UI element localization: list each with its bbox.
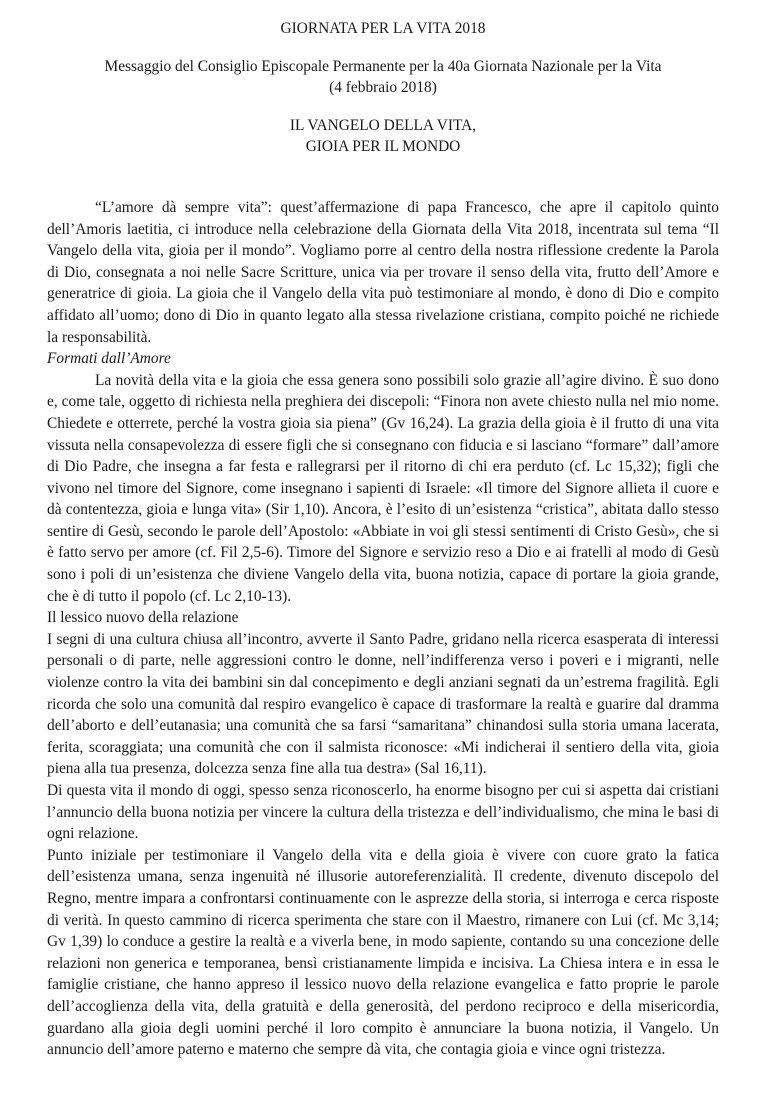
intro-paragraph: “L’amore dà sempre vita”: quest’affermazione di papa Francesco, che apre il capitolo quinto dell’Amoris laetitia, ci introduce nella celebrazione della Giornata della Vita 2018, incentrata sul tema “Il Vangelo della vita, gioia per il mondo”. Vogliamo porre al centro della nostra riflessione credente la Parola di Dio, consegnata a noi nelle Sacre Scritture, unica via per trovare il senso della vita, frutto dell’Amore e generatrice di gioia. La gioia che il Vangelo della vita può testimoniare al mondo, è dono di Dio e compito affidato all’uomo; dono di Dio in quanto legato alla stessa rivelazione cristiana, compito poiché ne richiede la responsabilità. bbox=[47, 198, 719, 346]
document-title: GIORNATA PER LA VITA 2018 bbox=[280, 20, 486, 37]
subtitle-line-2: (4 febbraio 2018) bbox=[329, 79, 437, 97]
section-1-title: Formati dall’Amore bbox=[47, 350, 171, 368]
section-2-title: Il lessico nuovo della relazione bbox=[47, 609, 239, 627]
message-heading bbox=[47, 115, 719, 158]
section-2-paragraph-1: I segni di una cultura chiusa all’incontro, avverte il Santo Padre, gridano nella ricerca esasperata di interessi personali o di parte, nelle aggressioni contro le donne, nell’indifferenza verso i poveri e i migranti, nelle violenze contro la vita dei bambini sin dal concepimento e degli anziani segnati da un’estrema fragilità. Egli ricorda che solo una comunità dal respiro evangelico è capace di trasformare la realtà e guarire dal dramma dell’aborto e dell’eutanasia; una comunità che sa farsi “samaritana” chinandosi sulla storia umana lacerata, ferita, scoraggiata; una comunità che con il salmista riconosce: «Mi indicherai il sentiero della vita, gioia piena alla tua presenza, dolcezza senza fine alla tua destra» (Sal 16,11). bbox=[47, 630, 719, 778]
heading-line-1: IL VANGELO DELLA VITA, bbox=[289, 116, 477, 134]
document-page bbox=[47, 18, 719, 1061]
heading-line-2: GIOIA PER IL MONDO bbox=[305, 138, 461, 156]
subtitle-line-1: Messaggio del Consiglio Episcopale Permanente per la 40a Giornata Nazionale per la Vita bbox=[104, 57, 662, 75]
section-2-paragraph-3: Punto iniziale per testimoniare il Vangelo della vita e della gioia è vivere con cuore grato la fatica dell’esistenza umana, senza ingenuità né illusorie autoreferenzialità. Il credente, divenuto discepolo del Regno, mentre impara a confrontarsi continuamente con le asprezze della storia, si interroga e cerca risposte di verità. In questo cammino di ricerca sperimenta che stare con il Maestro, rimanere con Lui (cf. Mc 3,14; Gv 1,39) lo conduce a gestire la realtà e a viverla bene, in modo sapiente, contando su una concezione delle relazioni non generica e temporanea, bensì cristianamente limpida e incisiva. La Chiesa intera e in essa le famiglie cristiane, che hanno appreso il lessico nuovo della relazione evangelica e fatto proprie le parole dell’accoglienza della vita, della gratuità e della generosità, del perdono reciproco e della misericordia, guardano alla gioia degli uomini perché il loro compito è annunciare la buona notizia, il Vangelo. Un annuncio dell’amore paterno e materno che sempre dà vita, che contagia gioia e vince ogni tristezza. bbox=[47, 846, 719, 1059]
section-2-paragraph-2: Di questa vita il mondo di oggi, spesso senza riconoscerlo, ha enorme bisogno per cui si aspetta dai cristiani l’annuncio della buona notizia per vincere la cultura della tristezza e dell’individualismo, che mina le basi di ogni relazione. bbox=[47, 782, 719, 843]
document-subtitle bbox=[47, 56, 719, 99]
section-1-paragraph: La novità della vita e la gioia che essa genera sono possibili solo grazie all’agire divino. È suo dono e, come tale, oggetto di richiesta nella preghiera dei discepoli: “Finora non avete chiesto nulla nel mio nome. Chiedete e otterrete, perché la vostra gioia sia piena” (Gv 16,24). La grazia della gioia è il frutto di una vita vissuta nella consapevolezza di essere figli che si consegnano con fiducia e si lasciano “formare” dall’amore di Dio Padre, che insegna a far festa e rallegrarsi per il ritorno di chi era perduto (cf. Lc 15,32); figli che vivono nel timore del Signore, come insegnano i sapienti di Israele: «Il timore del Signore allieta il cuore e dà contentezza, gioia e lunga vita» (Sir 1,10). Ancora, è l’esito di un’esistenza “cristica”, abitata dallo stesso sentire di Gesù, secondo le parole dell’Apostolo: «Abbiate in voi gli stessi sentimenti di Cristo Gesù», che si è fatto servo per amore (cf. Fil 2,5-6). Timore del Signore e servizio reso a Dio e ai fratelli al modo di Gesù sono i poli di un’esistenza che diviene Vangelo della vita, buona notizia, capace di portare la gioia grande, che è di tutto il popolo (cf. Lc 2,10-13). bbox=[47, 371, 719, 605]
